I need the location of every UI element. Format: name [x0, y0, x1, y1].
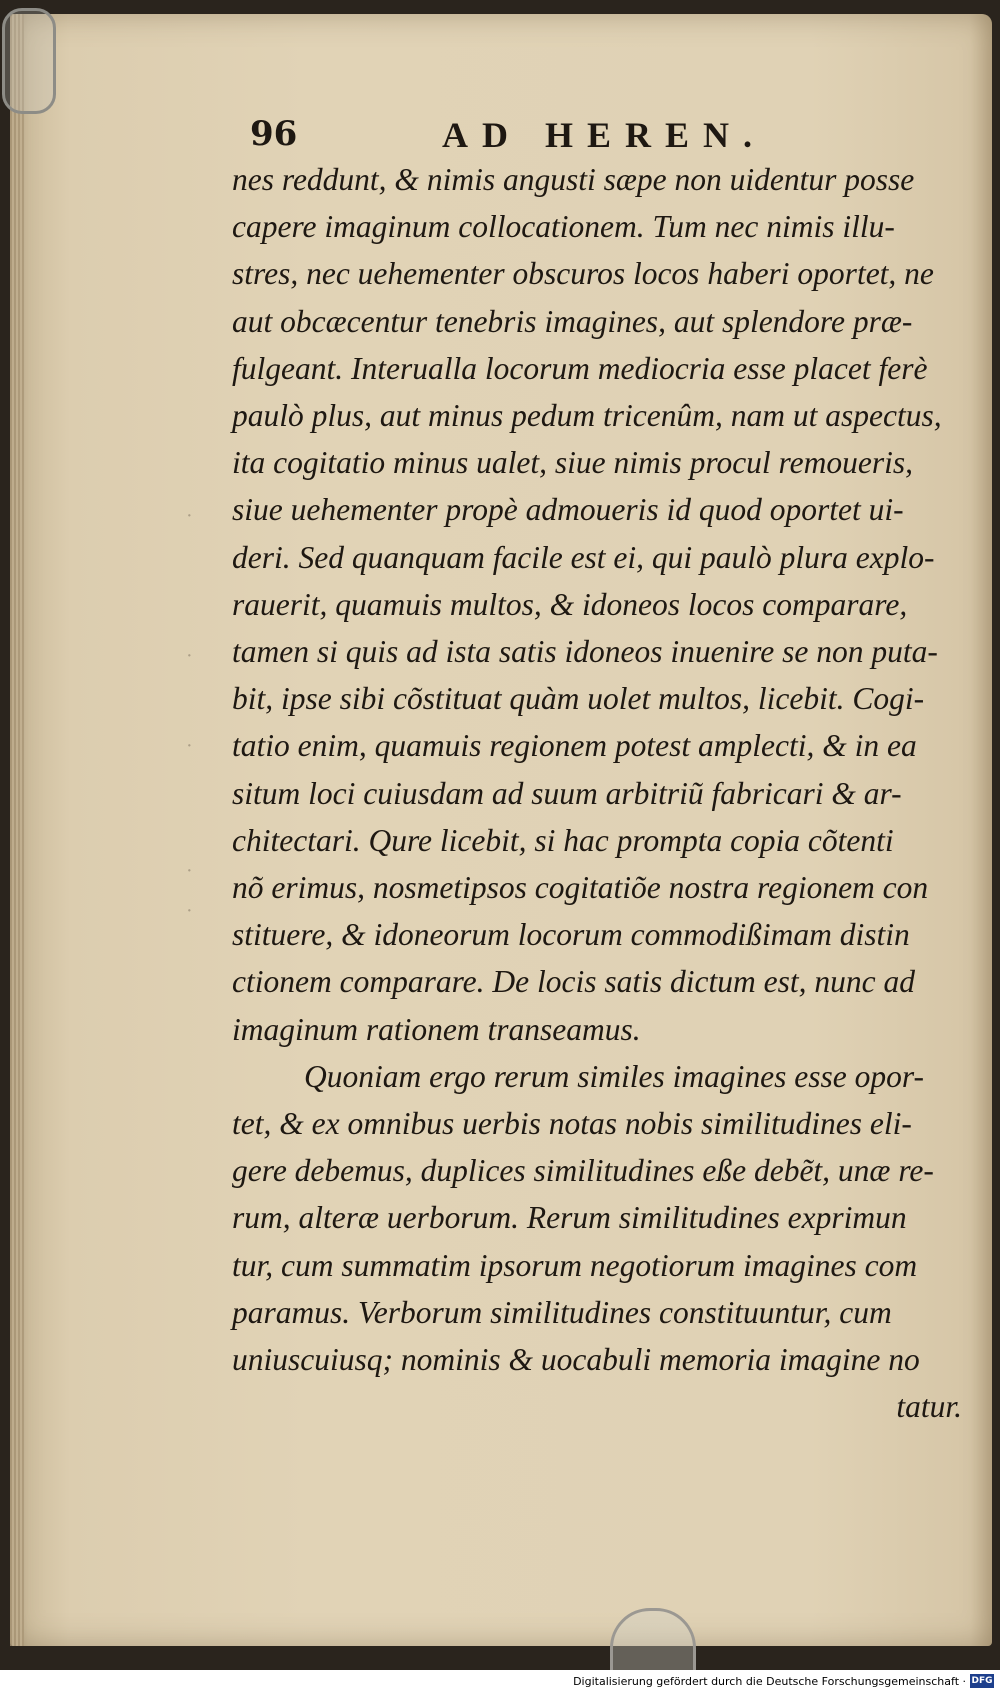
text-line: ctionem comparare. De locis satis dictum est, nunc ad: [232, 964, 915, 1000]
running-head: AD HEREN.: [442, 115, 767, 155]
page-edge: [10, 14, 24, 1646]
footer-credit: Digitalisierung gefördert durch die Deutsche Forschungsgemeinschaft ·: [573, 1675, 966, 1688]
text-line: aut obcæcentur tenebris imagines, aut splendore præ-: [232, 303, 913, 339]
text-line: stres, nec uehementer obscuros locos haberi oportet, ne: [232, 256, 934, 292]
text-line: chitectari. Qure licebit, si hac prompta copia cõtenti: [232, 822, 894, 858]
margin-mark: ·: [186, 900, 193, 922]
text-line: situm loci cuiusdam ad suum arbitriũ fabricari & ar-: [232, 775, 902, 811]
text-line: tet, & ex omnibus uerbis notas nobis similitudines eli-: [232, 1106, 912, 1142]
margin-mark: ·: [186, 860, 193, 882]
text-line: fulgeant. Interualla locorum mediocria esse placet ferè: [232, 350, 928, 386]
margin-mark: ·: [186, 735, 193, 757]
margin-mark: ·: [186, 505, 193, 527]
text-line: gere debemus, duplices similitudines eße debẽt, unæ re-: [232, 1153, 934, 1189]
text-line: nõ erimus, nosmetipsos cogitatiõe nostra regionem con: [232, 870, 929, 906]
text-block: [232, 108, 974, 1430]
text-line: stituere, & idoneorum locorum commodißimam distin: [232, 917, 910, 953]
text-line: rauerit, quamuis multos, & idoneos locos comparare,: [232, 586, 908, 622]
text-line: bit, ipse sibi cõstituat quàm uolet multos, licebit. Cogi-: [232, 681, 925, 717]
page-header: [232, 108, 974, 156]
paragraph-start-line: Quoniam ergo rerum similes imagines esse opor-: [304, 1058, 924, 1094]
text-line: paramus. Verborum similitudines constituuntur, cum: [232, 1294, 892, 1330]
text-line: tatio enim, quamuis regionem potest amplecti, & in ea: [232, 728, 917, 764]
text-line: siue uehementer propè admoueris id quod oportet ui-: [232, 492, 904, 528]
margin-mark: ·: [186, 645, 193, 667]
text-line: rum, alteræ uerborum. Rerum similitudines exprimun: [232, 1200, 907, 1236]
text-line: deri. Sed quanquam facile est ei, qui paulò plura explo-: [232, 539, 935, 575]
digitization-footer: [0, 1670, 1000, 1693]
text-line: nes reddunt, & nimis angusti sæpe non uidentur posse: [232, 162, 915, 197]
page-clip-bottom: [610, 1608, 696, 1674]
page-number: 96: [250, 114, 298, 154]
text-line: paulò plus, aut minus pedum tricenûm, nam ut aspectus,: [232, 398, 942, 434]
text-line: imaginum rationem transeamus.: [232, 1011, 641, 1047]
page-clip-top: [2, 8, 56, 114]
text-line: ita cogitatio minus ualet, siue nimis procul remoueris,: [232, 445, 914, 481]
text-line: uniuscuiusq; nominis & uocabuli memoria imagine no: [232, 1342, 920, 1378]
text-line: tamen si quis ad ista satis idoneos inuenire se non puta-: [232, 634, 938, 670]
text-line: tur, cum summatim ipsorum negotiorum imagines com: [232, 1247, 918, 1283]
text-line: capere imaginum collocationem. Tum nec nimis illu-: [232, 209, 895, 245]
catchword-line: tatur.: [896, 1389, 962, 1425]
dfg-logo-icon: DFG: [971, 1676, 993, 1686]
